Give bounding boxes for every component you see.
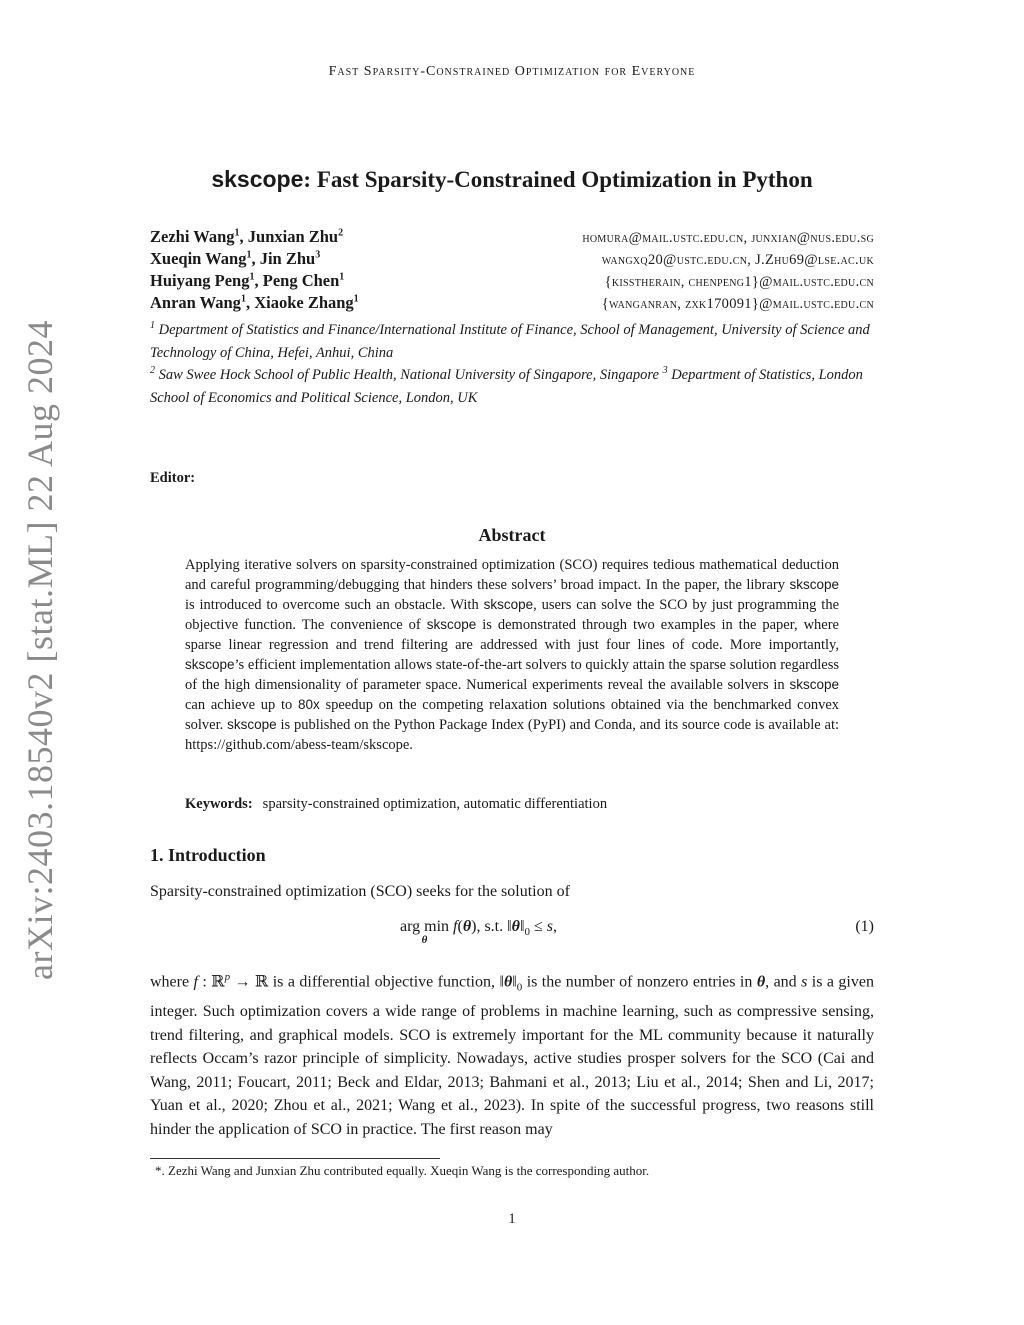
title-package-name: skscope (211, 166, 304, 192)
page-number: 1 (508, 1211, 516, 1227)
paper-title (0, 166, 1024, 193)
title-rest: : Fast Sparsity-Constrained Optimization in Python (303, 167, 813, 192)
intro-paragraph: Sparsity-constrained optimization (SCO) seeks for the solution of (150, 883, 570, 900)
running-head: Fast Sparsity-Constrained Optimization for Everyone (328, 64, 696, 79)
author-names: Zezhi Wang$^1$, Junxian Zhu$^2$ (150, 227, 344, 246)
section-heading: 1. Introduction (150, 845, 266, 865)
keywords-label: Keywords: (185, 796, 253, 812)
author-email: {wanganran, zxk170091}@mail.ustc.edu.cn (601, 296, 874, 312)
author-row (150, 271, 874, 293)
author-names: Xueqin Wang$^1$, Jin Zhu$^3$ (150, 249, 321, 268)
author-email: wangxq20@ustc.edu.cn, J.Zhu69@lse.ac.uk (601, 252, 874, 268)
equation-number: (1) (855, 918, 874, 935)
keywords (185, 796, 839, 813)
affiliations: $^1$ Department of Statistics and Finance/International Institute of Finance, School of Management, University of Science and Technology of China, Hefei, Anhui, China $^2$ Saw Swee Hock School of Public Health, National University of Singapore, Singapore $^3$ Department of Statistics, London School of Economics and Political Science, London, UK (150, 320, 870, 406)
keywords-text: sparsity-constrained optimization, automatic differentiation (262, 796, 608, 812)
equation-1 (150, 918, 874, 952)
abstract-heading: Abstract (478, 525, 546, 545)
intro-paragraph: where f : ℝ$^p$ → ℝ is a differential objective function, $‖\theta‖_0$ is the number of nonzero entries in θ, and s is a given integer. Such optimization covers a wide range of problems in machine learning, such as compressive sensing, trend filtering, and graphical models. SCO is extremely important for the ML community because it naturally reflects Occam’s razor principle of simplicity. Nowadays, active studies prosper solvers for the SCO (Cai and Wang, 2011; Foucart, 2011; Beck and Eldar, 2013; Bahmani et al., 2013; Liu et al., 2014; Shen and Li, 2017; Yuan et al., 2020; Zhou et al., 2021; Wang et al., 2023). In spite of the successful progress, two reasons still hinder the application of SCO in practice. The first reason may (150, 971, 874, 1138)
editor-label: Editor: (150, 470, 196, 486)
author-row (150, 227, 874, 249)
author-names: Huiyang Peng$^1$, Peng Chen$^1$ (150, 271, 345, 290)
author-block (150, 227, 874, 315)
footnote: *. Zezhi Wang and Junxian Zhu contributed equally. Xueqin Wang is the corresponding author. (155, 1163, 650, 1178)
author-email: {kisstherain, chenpeng1}@mail.ustc.edu.cn (604, 274, 874, 290)
author-row (150, 249, 874, 271)
author-row (150, 293, 874, 315)
author-names: Anran Wang$^1$, Xiaoke Zhang$^1$ (150, 293, 359, 312)
equation-body: arg min θ f(θ), s.t. $‖\theta‖_0 \le s$, (400, 918, 557, 946)
author-email: homura@mail.ustc.edu.cn, junxian@nus.edu.sg (582, 230, 874, 246)
arxiv-sidebar-stamp (10, 320, 70, 980)
arxiv-id: arXiv:2403.18540v2 [stat.ML] 22 Aug 2024 (20, 320, 60, 980)
footnote-rule (150, 1158, 440, 1159)
abstract-body: Applying iterative solvers on sparsity-constrained optimization (SCO) requires tedious mathematical deduction and careful programming/debugging that hinders these solvers’ broad impact. In the paper, the library skscope is introduced to overcome such an obstacle. With skscope, users can solve the SCO by just programming the objective function. The convenience of skscope is demonstrated through two examples in the paper, where sparse linear regression and trend filtering are addressed with just four lines of code. More importantly, skscope’s efficient implementation allows state-of-the-art solvers to quickly attain the sparse solution regardless of the high dimensionality of parameter space. Numerical experiments reveal the available solvers in skscope can achieve up to 80x speedup on the competing relaxation solutions obtained via the benchmarked convex solver. skscope is published on the Python Package Index (PyPI) and Conda, and its source code is available at: https://github.com/abess-team/skscope. (185, 557, 840, 753)
